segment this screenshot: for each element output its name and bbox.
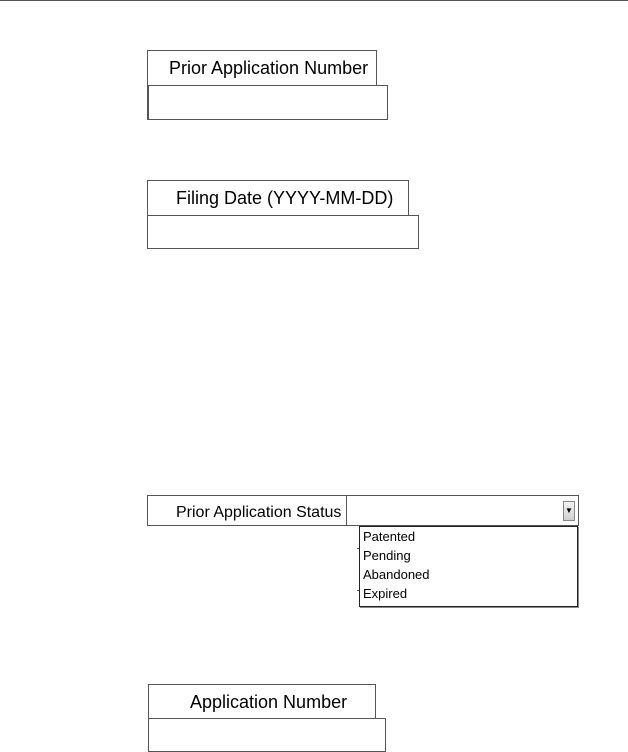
- prior-application-number-field: [147, 50, 377, 118]
- prior-application-status-label: Prior Application Status: [176, 504, 342, 521]
- prior-application-status-select[interactable]: [347, 495, 579, 526]
- option-pending[interactable]: Pending: [363, 548, 411, 563]
- option-expired[interactable]: Expired: [363, 586, 408, 601]
- application-number-header: [148, 684, 376, 718]
- filing-date-field: [147, 180, 409, 247]
- prior-application-status-row: [147, 495, 579, 527]
- prior-application-status-options: [359, 526, 578, 607]
- application-number-field: [148, 684, 376, 750]
- filing-date-label: Filing Date (YYYY-MM-DD): [176, 188, 394, 208]
- page-top-rule: [0, 0, 628, 1]
- option-patented[interactable]: Patented: [363, 529, 416, 544]
- triangle-down-icon: ▼: [565, 506, 573, 515]
- prior-application-number-label: Prior Application Number: [169, 58, 369, 78]
- filing-date-header: [147, 180, 409, 215]
- prior-application-number-header: [147, 50, 377, 85]
- prior-application-status-header: [147, 495, 347, 526]
- filing-date-input[interactable]: [147, 215, 419, 249]
- application-number-label: Application Number: [190, 692, 348, 712]
- application-number-input[interactable]: [148, 718, 386, 752]
- dropdown-arrow-button[interactable]: [563, 501, 575, 521]
- option-abandoned[interactable]: Abandoned: [363, 567, 430, 582]
- prior-application-number-input[interactable]: [147, 85, 388, 120]
